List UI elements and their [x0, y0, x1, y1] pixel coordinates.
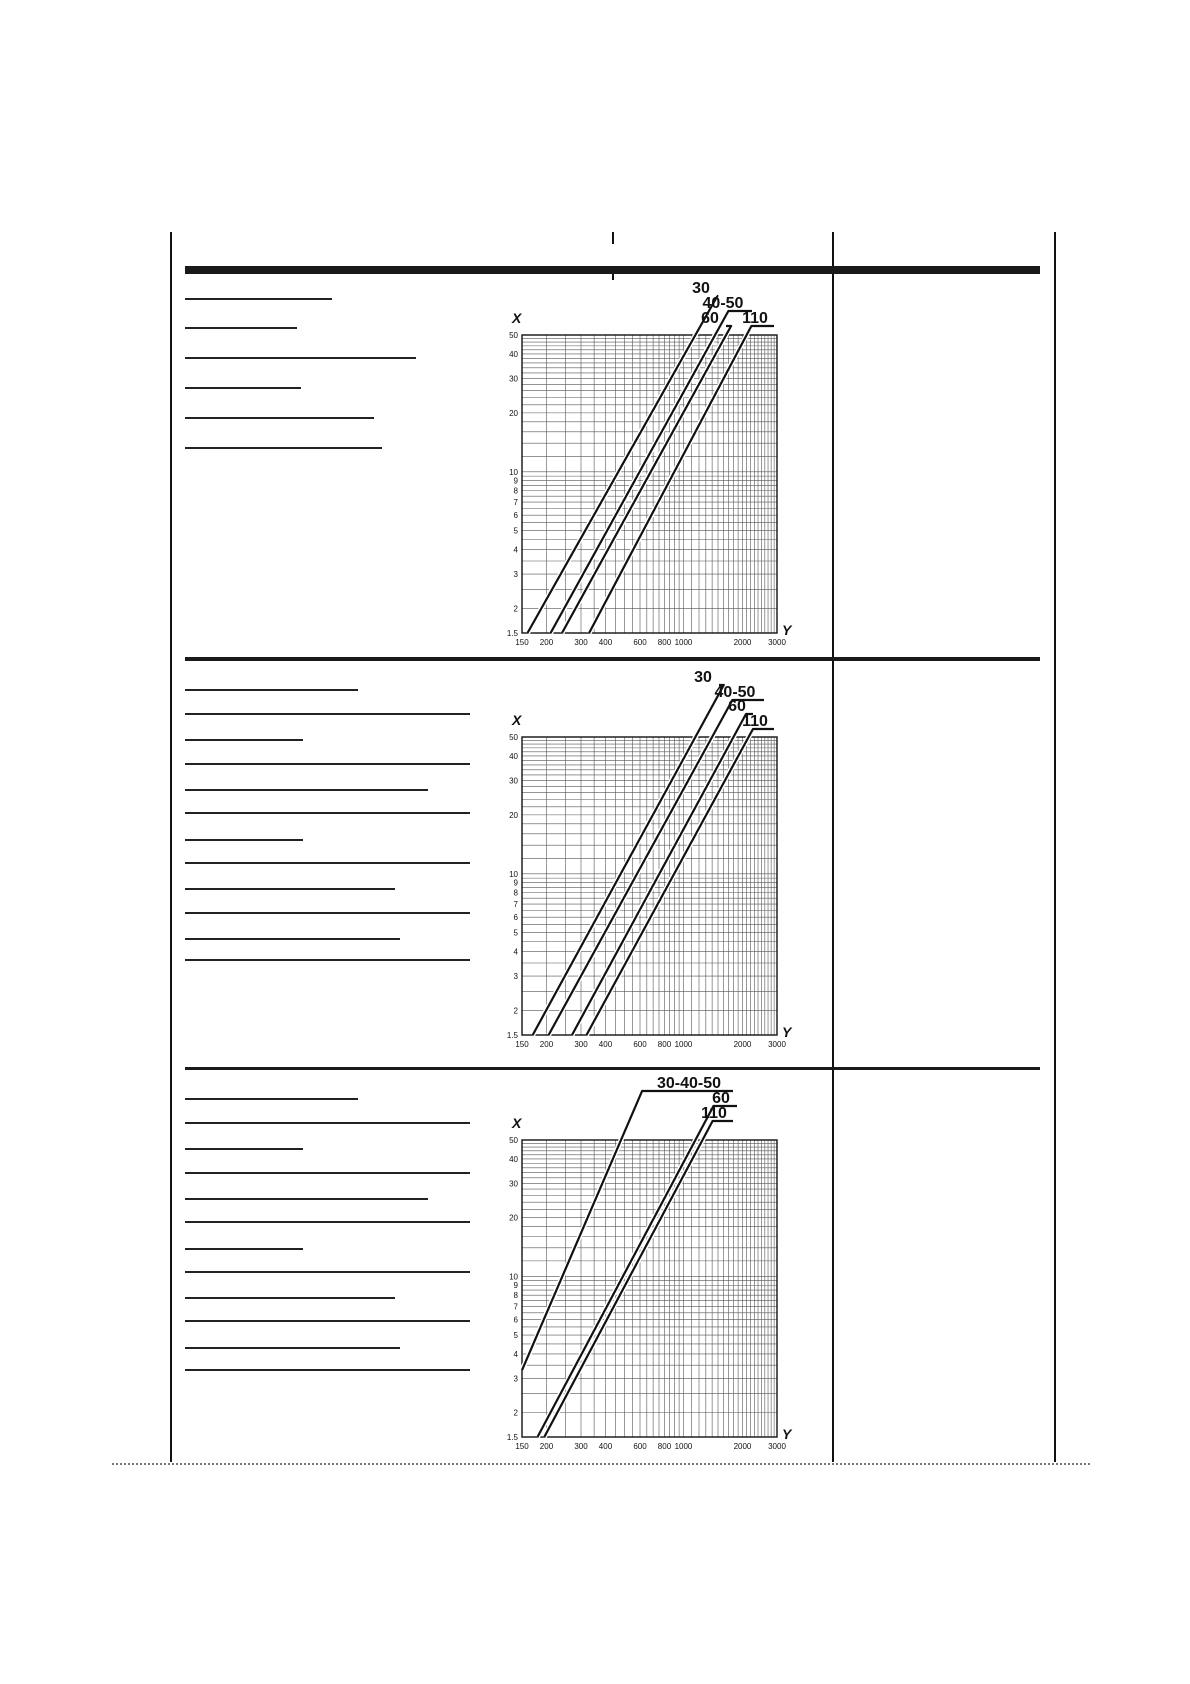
x-tick-label: 1000	[674, 638, 693, 647]
blank-line	[185, 739, 303, 741]
series-line	[544, 1121, 733, 1437]
blank-line	[185, 938, 400, 940]
row-separator	[185, 657, 1040, 661]
x-tick-label: 400	[598, 638, 613, 647]
y-tick-label: 6	[513, 1315, 518, 1325]
x-axis-label: Y	[782, 622, 792, 638]
blank-line	[185, 763, 470, 765]
blank-line	[185, 1369, 470, 1371]
y-tick-label: 30	[509, 374, 518, 384]
x-tick-label: 600	[633, 1040, 647, 1049]
x-tick-label: 150	[515, 1442, 529, 1451]
y-tick-label: 20	[509, 1213, 518, 1223]
blank-line	[185, 862, 470, 864]
blank-line	[185, 327, 297, 329]
y-tick-label: 7	[513, 498, 518, 508]
y-tick-label: 5	[513, 928, 518, 938]
series-label: 30-40-50	[656, 1075, 722, 1092]
blank-line	[185, 1198, 428, 1200]
y-tick-label: 10	[509, 1272, 518, 1282]
y-tick-label: 5	[513, 526, 518, 536]
x-tick-label: 800	[657, 1442, 672, 1451]
y-tick-label: 20	[509, 810, 518, 820]
y-tick-label: 2	[513, 1408, 518, 1418]
y-tick-label: 9	[513, 476, 518, 486]
blank-line	[185, 1172, 470, 1174]
blank-line	[185, 912, 470, 914]
cut-line	[112, 1463, 1090, 1465]
x-tick-label: 1000	[674, 1040, 693, 1049]
y-tick-label: 50	[509, 733, 518, 742]
x-tick-label: 300	[574, 638, 588, 647]
x-tick-label: 150	[515, 638, 529, 647]
series-halo	[538, 1106, 738, 1437]
x-tick-label: 200	[539, 638, 554, 647]
x-tick-label: 800	[657, 638, 672, 647]
y-tick-label: 6	[513, 913, 518, 923]
series-label: 110	[701, 1105, 727, 1122]
plot-frame	[522, 737, 777, 1035]
plot-frame	[522, 335, 777, 633]
x-tick-label: 1000	[674, 1442, 693, 1451]
y-tick-label: 7	[513, 1302, 518, 1312]
y-tick-label: 50	[509, 1136, 518, 1145]
chart-3	[500, 1075, 810, 1460]
blank-line	[185, 839, 303, 841]
series-label: 40-50	[714, 684, 756, 701]
x-tick-label: 600	[633, 1442, 647, 1451]
blank-line	[185, 1148, 303, 1150]
blank-line	[185, 298, 332, 300]
x-tick-label: 2000	[733, 638, 752, 647]
frame-left-border	[170, 232, 172, 1462]
y-tick-label: 50	[509, 331, 518, 340]
header-tick-mark	[612, 232, 614, 244]
y-tick-label: 1.5	[506, 1031, 518, 1040]
y-tick-label: 30	[509, 1179, 518, 1189]
y-axis-label: X	[512, 712, 522, 728]
x-tick-label: 800	[657, 1040, 672, 1049]
y-tick-label: 6	[513, 511, 518, 521]
x-tick-label: 3000	[768, 638, 786, 647]
blank-line	[185, 689, 358, 691]
y-tick-label: 9	[513, 878, 518, 888]
y-tick-label: 2	[513, 604, 518, 614]
y-tick-label: 10	[509, 869, 518, 879]
y-tick-label: 40	[509, 349, 518, 359]
y-tick-label: 5	[513, 1331, 518, 1341]
series-label: 60	[728, 698, 746, 715]
series-label: 110	[742, 713, 768, 730]
blank-line	[185, 1221, 470, 1223]
y-tick-label: 8	[513, 486, 518, 496]
blank-line	[185, 417, 374, 419]
blank-line	[185, 1297, 395, 1299]
series-label: 40-50	[702, 295, 744, 312]
y-tick-label: 8	[513, 888, 518, 898]
x-axis-label: Y	[782, 1024, 792, 1040]
blank-line	[185, 357, 416, 359]
y-tick-label: 8	[513, 1291, 518, 1301]
y-tick-label: 2	[513, 1006, 518, 1016]
y-tick-label: 3	[513, 570, 518, 580]
y-tick-label: 4	[513, 545, 518, 555]
row-separator	[185, 266, 1040, 274]
frame-right-border	[1054, 232, 1056, 1462]
x-tick-label: 2000	[733, 1442, 752, 1451]
blank-line	[185, 959, 470, 961]
grid	[522, 335, 777, 633]
x-tick-label: 600	[633, 638, 647, 647]
blank-line	[185, 447, 382, 449]
chart-1	[500, 275, 810, 650]
x-tick-label: 400	[598, 1040, 613, 1049]
column-divider	[832, 232, 834, 1462]
blank-line	[185, 1320, 470, 1322]
y-tick-label: 30	[509, 776, 518, 786]
blank-line	[185, 812, 470, 814]
series-label: 30	[694, 669, 712, 686]
y-tick-label: 10	[509, 467, 518, 477]
y-axis-label: X	[512, 1115, 522, 1131]
x-tick-label: 300	[574, 1442, 588, 1451]
blank-line	[185, 1347, 400, 1349]
series-label: 60	[712, 1090, 730, 1107]
chart-2	[500, 665, 810, 1055]
x-tick-label: 3000	[768, 1040, 786, 1049]
series-line	[528, 296, 718, 633]
x-tick-label: 2000	[733, 1040, 752, 1049]
y-tick-label: 7	[513, 900, 518, 910]
row-separator	[185, 1067, 1040, 1070]
y-tick-label: 40	[509, 1154, 518, 1164]
series-label: 110	[742, 310, 768, 327]
series-label: 60	[701, 310, 719, 327]
y-tick-label: 1.5	[506, 629, 518, 638]
series-line	[572, 714, 753, 1035]
series-halo	[544, 1121, 733, 1437]
y-tick-label: 40	[509, 751, 518, 761]
y-tick-label: 4	[513, 1349, 518, 1359]
blank-line	[185, 888, 395, 890]
y-tick-label: 1.5	[506, 1433, 518, 1442]
y-tick-label: 4	[513, 947, 518, 957]
x-tick-label: 200	[539, 1040, 554, 1049]
blank-line	[185, 789, 428, 791]
grid	[522, 737, 777, 1035]
blank-line	[185, 1122, 470, 1124]
y-axis-label: X	[512, 310, 522, 326]
series-line	[538, 1106, 738, 1437]
blank-line	[185, 1271, 470, 1273]
x-axis-label: Y	[782, 1426, 792, 1442]
y-tick-label: 20	[509, 408, 518, 418]
y-tick-label: 3	[513, 1374, 518, 1384]
y-tick-label: 3	[513, 972, 518, 982]
blank-line	[185, 387, 301, 389]
series-label: 30	[692, 280, 710, 297]
blank-line	[185, 1248, 303, 1250]
x-tick-label: 3000	[768, 1442, 786, 1451]
blank-line	[185, 1098, 358, 1100]
x-tick-label: 150	[515, 1040, 529, 1049]
x-tick-label: 300	[574, 1040, 588, 1049]
x-tick-label: 400	[598, 1442, 613, 1451]
x-tick-label: 200	[539, 1442, 554, 1451]
y-tick-label: 9	[513, 1281, 518, 1291]
blank-line	[185, 713, 470, 715]
